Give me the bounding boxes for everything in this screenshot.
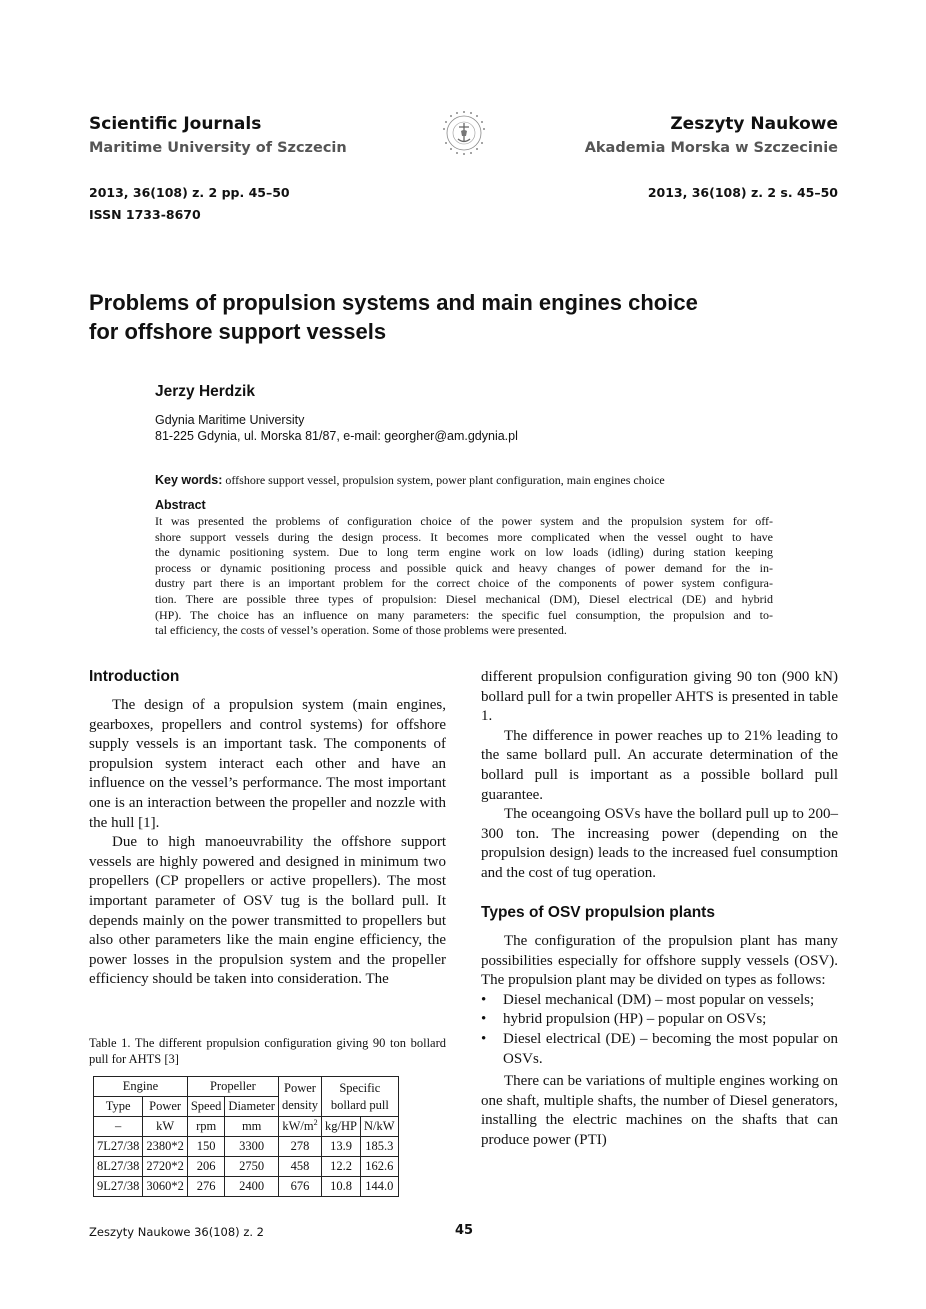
table-cell: 10.8 (322, 1177, 361, 1197)
table-1 (93, 1076, 399, 1197)
table-cell: 13.9 (322, 1137, 361, 1157)
abstract-line: tion. There are possible three types of propulsion: Diesel mechanical (DM), Diesel electrical (DE) and hybrid (155, 591, 773, 606)
table-cell: 206 (187, 1157, 225, 1177)
article-title-line-2: for offshore support vessels (89, 319, 387, 344)
issue-info-en (89, 182, 290, 226)
table-row (94, 1177, 399, 1197)
university-name-pl: Akademia Morska w Szczecinie (584, 140, 838, 156)
table-header-speed: Speed (187, 1097, 225, 1117)
journal-title-pl: Zeszyty Naukowe (670, 114, 838, 134)
table-cell: 8L27/38 (94, 1157, 143, 1177)
table-cell: N/kW (361, 1117, 399, 1137)
table-cell: 162.6 (361, 1157, 399, 1177)
affiliation-line-1: Gdynia Maritime University (155, 413, 305, 427)
abstract-line: tal efficiency, the costs of vessel’s operation. Some of those problems were presented. (155, 623, 567, 638)
keywords (155, 473, 855, 488)
journal-title-en: Scientific Journals (89, 114, 262, 134)
table-cell: – (94, 1117, 143, 1137)
university-name-en: Maritime University of Szczecin (89, 140, 347, 156)
right-column-text-bottom (481, 932, 838, 1151)
keywords-label: Key words: (155, 473, 223, 487)
table-cell: 2380*2 (143, 1137, 188, 1157)
table-header-propeller: Propeller (187, 1077, 278, 1097)
list-item: • Diesel electrical (DE) – becoming the most popular on OSVs. (481, 1030, 838, 1067)
abstract-line: It was presented the problems of configuration choice of the power system and the propulsion system for off- (155, 514, 773, 528)
paragraph: The oceangoing OSVs have the bollard pull up to 200–300 ton. The increasing power (depending on the propulsion design) leads to the increased fuel consumption and the cost of tug operation. (481, 806, 838, 881)
table-cell: 276 (187, 1177, 225, 1197)
table-cell: 2400 (225, 1177, 279, 1197)
abstract-line: dustry part there is an important problem for the correct choice of the components of power system configura- (155, 576, 773, 591)
table-cell: kW (143, 1117, 188, 1137)
abstract-line: shore support vessels during the design process. It becomes more complicated when the vessel ought to have (155, 529, 773, 544)
abstract-line: the dynamic positioning system. Due to long term engine work on low loads (idling) during station keeping (155, 545, 773, 560)
table-cell: rpm (187, 1117, 225, 1137)
page-number: 45 (455, 1223, 474, 1238)
table-cell: 12.2 (322, 1157, 361, 1177)
table-cell: 278 (278, 1137, 321, 1157)
table-header-engine: Engine (94, 1077, 188, 1097)
author-name: Jerzy Herdzik (155, 383, 255, 400)
bullet-icon: • (481, 1011, 487, 1028)
propulsion-types-list (481, 991, 838, 1069)
table-row (94, 1157, 399, 1177)
table-cell: 185.3 (361, 1137, 399, 1157)
table-header-type: Type (94, 1097, 143, 1117)
bullet-icon: • (481, 1030, 487, 1047)
right-column-text-top (481, 668, 838, 884)
table-cell: $kW/m^2$ (278, 1117, 321, 1137)
abstract-heading: Abstract (155, 498, 206, 512)
article-title (89, 288, 849, 346)
paragraph: The design of a propulsion system (main engines, gearboxes, propellers and control systems) for offshore supply vessels is an important task. The components of propulsion system interact each other and have an influence on the vessel’s performance. The most important one is an interaction between the propeller and nozzle with the hull [1]. (89, 697, 446, 831)
table-cell: 9L27/38 (94, 1177, 143, 1197)
article-title-line-1: Problems of propulsion systems and main engines choice (89, 290, 698, 315)
table-cell: 144.0 (361, 1177, 399, 1197)
table-cell: 2720*2 (143, 1157, 188, 1177)
university-seal-icon (438, 107, 490, 159)
table-cell: kg/HP (322, 1117, 361, 1137)
table-cell: 676 (278, 1177, 321, 1197)
issn: ISSN 1733-8670 (89, 207, 201, 222)
table-cell: 3060*2 (143, 1177, 188, 1197)
table-cell: mm (225, 1117, 279, 1137)
paragraph: The difference in power reaches up to 21% leading to the same bollard pull. An accurate determination of the bollard pull is important as a possible bollard pull guarantee. (481, 727, 838, 803)
paragraph: Due to high manoeuvrability the offshore support vessels are highly powered and designed in minimum two propellers (CP propellers or active propellers). The most important parameter of OSV tug is the bollard pull. It depends mainly on the power transmitted to propellers but also other parameters like the main engine efficiency, the power losses in the propulsion system and the propeller efficiency should be taken into consideration. The (89, 834, 446, 988)
table-header-diameter: Diameter (225, 1097, 279, 1117)
section-heading-introduction: Introduction (89, 668, 180, 685)
table-units-row (94, 1117, 399, 1137)
affiliation (155, 412, 518, 444)
table-cell: 150 (187, 1137, 225, 1157)
table-cell: 3300 (225, 1137, 279, 1157)
footer-journal: Zeszyty Naukowe 36(108) z. 2 (89, 1225, 264, 1239)
abstract-line: (HP). The choice has an influence on many parameters: the specific fuel consumption, the propulsion and to- (155, 607, 773, 622)
paragraph: The configuration of the propulsion plant has many possibilities especially for offshore supply vessels (OSV). The propulsion plant may be divided on types as follows: (481, 933, 838, 989)
keywords-text: offshore support vessel, propulsion system, power plant configuration, main engines choice (225, 473, 665, 487)
abstract-text (155, 514, 773, 639)
affiliation-line-2: 81-225 Gdynia, ul. Morska 81/87, e-mail: georgher@am.gdynia.pl (155, 429, 518, 443)
abstract-line: process or dynamic positioning process and possible quick and heavy changes of power demand for the in- (155, 560, 773, 575)
table-cell: 2750 (225, 1157, 279, 1177)
table-cell: 458 (278, 1157, 321, 1177)
table-header-specific-bollard-pull: Specific bollard pull (322, 1077, 399, 1117)
issue-citation-pl: 2013, 36(108) z. 2 s. 45–50 (647, 185, 838, 200)
table-header-power-density: Power density (278, 1077, 321, 1117)
list-item: • hybrid propulsion (HP) – popular on OSVs; (481, 1010, 838, 1030)
issue-citation-en: 2013, 36(108) z. 2 pp. 45–50 (89, 185, 290, 200)
table-header-power: Power (143, 1097, 188, 1117)
list-item: • Diesel mechanical (DM) – most popular on vessels; (481, 991, 838, 1011)
paragraph: There can be variations of multiple engines working on one shaft, multiple shafts, the number of Diesel generators, installing the electric machines on the shafts that can produce power (PTI) (481, 1073, 838, 1148)
table-cell: 7L27/38 (94, 1137, 143, 1157)
bullet-icon: • (481, 991, 487, 1008)
section-heading-types: Types of OSV propulsion plants (481, 904, 715, 921)
paragraph: different propulsion configuration giving 90 ton (900 kN) bollard pull for a twin propeller AHTS is presented in table 1. (481, 669, 838, 725)
left-column-text (89, 696, 446, 990)
table-caption: Table 1. The different propulsion configuration giving 90 ton bollard pull for AHTS [3] (89, 1036, 446, 1066)
table-row (94, 1137, 399, 1157)
